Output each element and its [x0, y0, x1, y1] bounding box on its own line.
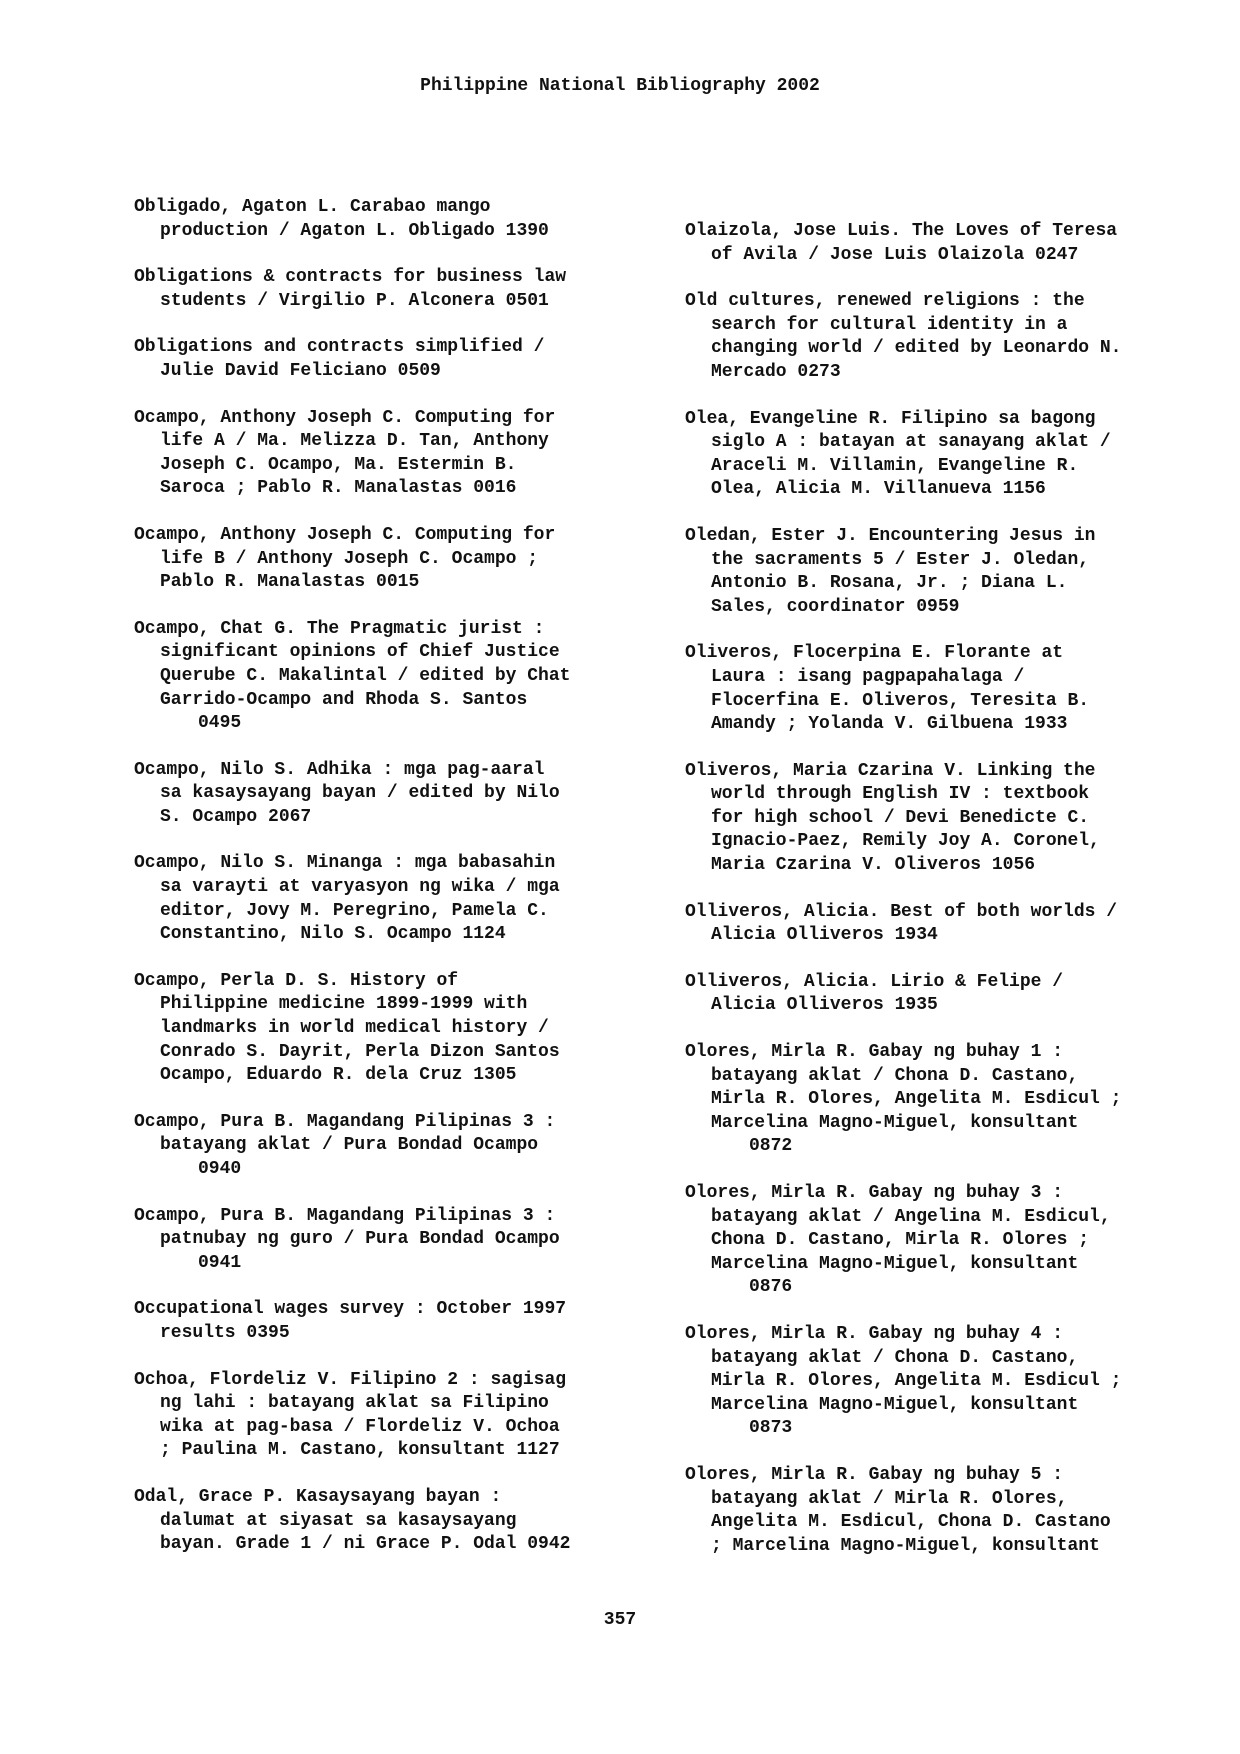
entry-line: Mirla R. Olores, Angelita M. Esdicul ; — [711, 1089, 1122, 1110]
entry-line: the sacraments 5 / Ester J. Oledan, — [711, 549, 1090, 570]
entry-line: Alicia Olliveros 1934 — [711, 925, 938, 946]
entry-line: Obligado, Agaton L. Carabao mango — [134, 197, 491, 217]
entry-line: world through English IV : textbook — [711, 784, 1090, 805]
entry-line: patnubay ng guro / Pura Bondad Ocampo — [160, 1229, 560, 1250]
bibliography-entry — [134, 759, 654, 830]
entry-line: siglo A : batayan at sanayang aklat / — [711, 432, 1111, 453]
bibliography-entry — [134, 852, 654, 946]
entry-line: results 0395 — [160, 1322, 290, 1343]
entry-line: 0941 — [198, 1252, 242, 1273]
entry-line: Angelita M. Esdicul, Chona D. Castano — [711, 1512, 1111, 1533]
entry-line: Olliveros, Alicia. Best of both worlds / — [685, 901, 1118, 922]
bibliography-entry — [685, 220, 1205, 267]
entry-line: batayang aklat / Mirla R. Olores, — [711, 1488, 1068, 1509]
entry-line: Olores, Mirla R. Gabay ng buhay 3 : — [685, 1183, 1064, 1203]
bibliography-entry — [685, 901, 1205, 948]
entry-line: Ignacio-Paez, Remily Joy A. Coronel, — [711, 831, 1100, 852]
entry-line: changing world / edited by Leonardo N. — [711, 338, 1122, 359]
entry-line: editor, Jovy M. Peregrino, Pamela C. — [160, 900, 549, 921]
entry-line: wika at pag-basa / Flordeliz V. Ochoa — [160, 1416, 560, 1437]
entry-line: Araceli M. Villamin, Evangeline R. — [711, 455, 1079, 476]
entry-line: Oliveros, Flocerpina E. Florante at — [685, 643, 1064, 664]
entry-line: Marcelina Magno-Miguel, konsultant — [711, 1253, 1079, 1274]
entry-line: Marcelina Magno-Miguel, konsultant — [711, 1112, 1079, 1133]
entry-line: ; Paulina M. Castano, konsultant 1127 — [160, 1440, 560, 1461]
entry-line: Flocerfina E. Oliveros, Teresita B. — [711, 690, 1090, 711]
bibliography-entry — [685, 1464, 1205, 1558]
entry-line: Ocampo, Pura B. Magandang Pilipinas 3 : — [134, 1205, 556, 1226]
page-header: Philippine National Bibliography 2002 — [420, 76, 820, 96]
bibliography-entry — [134, 1369, 654, 1463]
bibliography-entry — [134, 1298, 654, 1345]
bibliography-entry — [685, 1182, 1205, 1300]
entry-line: 0940 — [198, 1159, 242, 1179]
entry-line: significant opinions of Chief Justice — [160, 642, 560, 663]
entry-line: Antonio B. Rosana, Jr. ; Diana L. — [711, 573, 1068, 594]
bibliography-entry — [134, 1486, 654, 1557]
entry-line: S. Ocampo 2067 — [160, 806, 312, 827]
entry-line: Obligations and contracts simplified / — [134, 337, 545, 358]
entry-line: batayang aklat / Chona D. Castano, — [711, 1065, 1079, 1086]
entry-line: Amandy ; Yolanda V. Gilbuena 1933 — [711, 714, 1068, 735]
entry-line: Garrido-Ocampo and Rhoda S. Santos — [160, 689, 528, 710]
bibliography-entry — [685, 1323, 1205, 1441]
entry-line: Olores, Mirla R. Gabay ng buhay 4 : — [685, 1323, 1064, 1344]
entry-line: Oledan, Ester J. Encountering Jesus in — [685, 525, 1096, 546]
entry-line: 0876 — [749, 1277, 793, 1298]
entry-line: Oliveros, Maria Czarina V. Linking the — [685, 760, 1096, 781]
entry-line: Ocampo, Anthony Joseph C. Computing for — [134, 407, 556, 428]
entry-line: Joseph C. Ocampo, Ma. Estermin B. — [160, 454, 517, 475]
entry-line: Ocampo, Anthony Joseph C. Computing for — [134, 524, 556, 545]
bibliography-entry — [134, 618, 654, 736]
entry-line: dalumat at siyasat sa kasaysayang — [160, 1510, 517, 1531]
entry-line: bayan. Grade 1 / ni Grace P. Odal 0942 — [160, 1534, 571, 1555]
entry-line: Marcelina Magno-Miguel, konsultant — [711, 1394, 1079, 1415]
entry-line: sa varayti at varyasyon ng wika / mga — [160, 877, 560, 898]
entry-line: 0495 — [198, 713, 242, 734]
entry-line: production / Agaton L. Obligado 1390 — [160, 220, 549, 241]
entry-line: search for cultural identity in a — [711, 314, 1068, 335]
bibliography-entry — [685, 642, 1205, 736]
entry-line: ; Marcelina Magno-Miguel, konsultant — [711, 1535, 1100, 1556]
entry-line: Obligations & contracts for business law — [134, 267, 567, 288]
bibliography-entry — [134, 196, 654, 243]
entry-line: Olea, Alicia M. Villanueva 1156 — [711, 479, 1046, 500]
entry-line: sa kasaysayang bayan / edited by Nilo — [160, 783, 560, 804]
bibliography-entry — [685, 290, 1205, 384]
page-number: 357 — [603, 1610, 637, 1630]
entry-line: Ocampo, Perla D. S. History of — [134, 970, 459, 991]
entry-line: 0873 — [749, 1418, 793, 1439]
bibliography-entry — [685, 1041, 1205, 1159]
entry-line: Ocampo, Nilo S. Adhika : mga pag-aaral — [134, 759, 545, 780]
entry-line: Ocampo, Chat G. The Pragmatic jurist : — [134, 618, 545, 639]
entry-line: Olliveros, Alicia. Lirio & Felipe / — [685, 971, 1064, 992]
bibliography-entry — [685, 760, 1205, 878]
entry-line: Philippine medicine 1899-1999 with — [160, 994, 528, 1015]
entry-line: of Avila / Jose Luis Olaizola 0247 — [711, 244, 1079, 265]
entry-line: Laura : isang pagpapahalaga / — [711, 666, 1025, 687]
entry-line: Olea, Evangeline R. Filipino sa bagong — [685, 408, 1096, 429]
entry-line: Querube C. Makalintal / edited by Chat — [160, 665, 571, 686]
entry-line: Odal, Grace P. Kasaysayang bayan : — [134, 1486, 502, 1507]
entry-line: 0872 — [749, 1136, 793, 1157]
entry-line: Olores, Mirla R. Gabay ng buhay 5 : — [685, 1464, 1064, 1485]
bibliography-entry — [685, 408, 1205, 502]
entry-line: Occupational wages survey : October 1997 — [134, 1299, 567, 1320]
entry-line: Ocampo, Pura B. Magandang Pilipinas 3 : — [134, 1111, 556, 1132]
entry-line: Ochoa, Flordeliz V. Filipino 2 : sagisag — [134, 1369, 567, 1390]
bibliography-entry — [134, 266, 654, 313]
entry-line: Maria Czarina V. Oliveros 1056 — [711, 855, 1036, 876]
entry-line: Saroca ; Pablo R. Manalastas 0016 — [160, 478, 517, 499]
entry-line: batayang aklat / Pura Bondad Ocampo — [160, 1135, 539, 1156]
entry-line: Chona D. Castano, Mirla R. Olores ; — [711, 1230, 1090, 1251]
bibliography-entry — [134, 1111, 654, 1182]
bibliography-entry — [685, 525, 1205, 619]
entry-line: Olores, Mirla R. Gabay ng buhay 1 : — [685, 1042, 1064, 1063]
entry-line: ng lahi : batayang aklat sa Filipino — [160, 1393, 549, 1414]
entry-line: students / Virgilio P. Alconera 0501 — [160, 290, 549, 311]
bibliography-entry — [134, 970, 654, 1088]
bibliography-entry — [134, 336, 654, 383]
entry-line: Ocampo, Eduardo R. dela Cruz 1305 — [160, 1065, 517, 1086]
bibliography-entry — [685, 971, 1205, 1018]
entry-line: Mirla R. Olores, Angelita M. Esdicul ; — [711, 1371, 1122, 1392]
entry-line: for high school / Devi Benedicte C. — [711, 807, 1090, 828]
entry-line: Ocampo, Nilo S. Minanga : mga babasahin — [134, 853, 556, 874]
entry-line: Sales, coordinator 0959 — [711, 596, 960, 617]
entry-line: Olaizola, Jose Luis. The Loves of Teresa — [685, 221, 1118, 241]
entry-line: Alicia Olliveros 1935 — [711, 995, 938, 1016]
entry-line: Old cultures, renewed religions : the — [685, 291, 1085, 312]
bibliography-entry — [134, 407, 654, 501]
entry-line: Constantino, Nilo S. Ocampo 1124 — [160, 924, 506, 945]
entry-line: Mercado 0273 — [711, 361, 841, 382]
bibliography-entry — [134, 524, 654, 595]
entry-line: Pablo R. Manalastas 0015 — [160, 572, 420, 593]
bibliography-entry — [134, 1205, 654, 1276]
entry-line: batayang aklat / Chona D. Castano, — [711, 1347, 1079, 1368]
entry-line: Conrado S. Dayrit, Perla Dizon Santos — [160, 1041, 560, 1062]
left-column — [134, 196, 654, 1580]
right-column — [685, 220, 1205, 1581]
entry-line: life A / Ma. Melizza D. Tan, Anthony — [160, 431, 549, 452]
entry-line: landmarks in world medical history / — [160, 1018, 549, 1039]
entry-line: batayang aklat / Angelina M. Esdicul, — [711, 1206, 1111, 1227]
entry-line: life B / Anthony Joseph C. Ocampo ; — [160, 548, 539, 569]
entry-line: Julie David Feliciano 0509 — [160, 360, 441, 381]
